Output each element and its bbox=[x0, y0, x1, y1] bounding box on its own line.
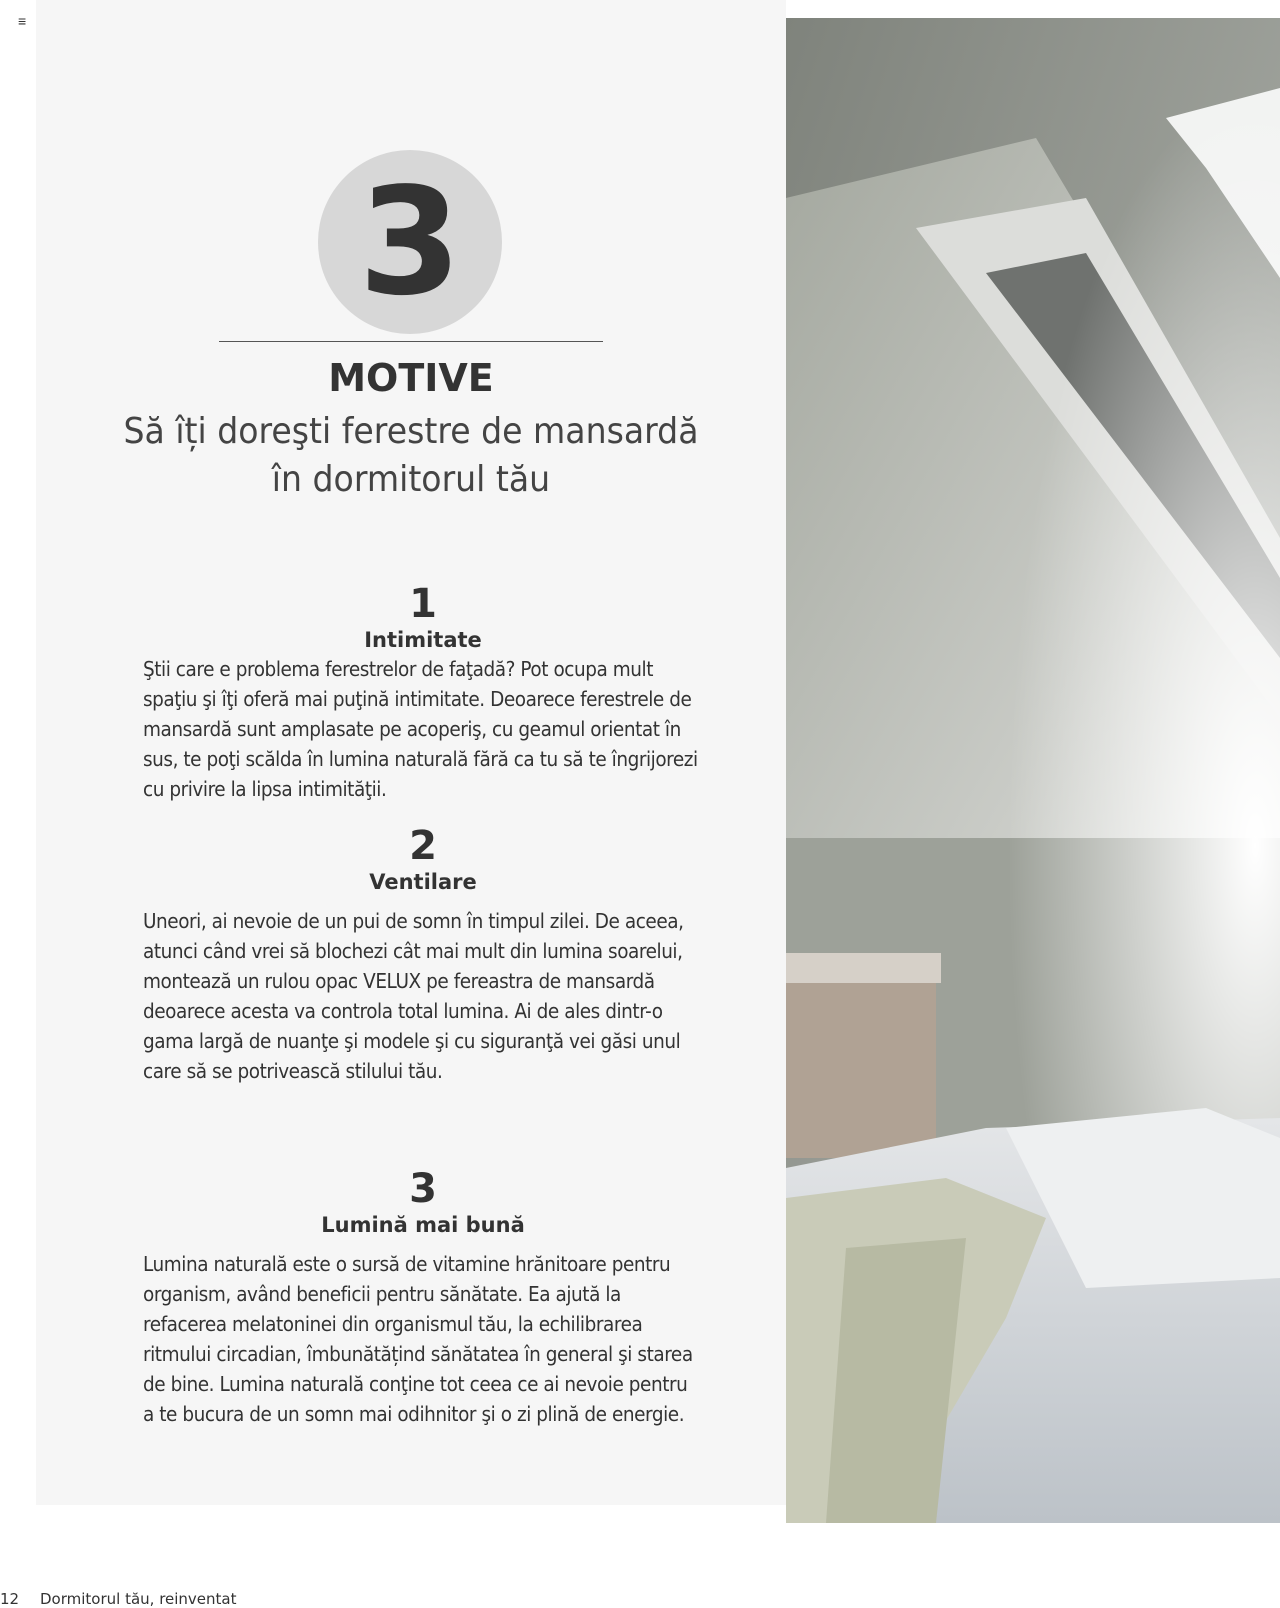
reason-title: Ventilare bbox=[369, 870, 477, 894]
hero-number-badge: 3 bbox=[318, 150, 502, 334]
text-panel bbox=[36, 0, 786, 1505]
reason-2 bbox=[143, 824, 703, 1086]
reason-3 bbox=[143, 1167, 703, 1429]
footer-title: Dormitorul tău, reinventat bbox=[40, 1590, 237, 1608]
subtitle-line-2: în dormitorul tău bbox=[271, 459, 551, 500]
divider bbox=[219, 341, 603, 342]
reason-title: Lumină mai bună bbox=[321, 1213, 525, 1237]
reason-number: 1 bbox=[409, 581, 437, 627]
reason-body: Uneori, ai nevoie de un pui de somn în timpul zilei. De aceea, atunci când vrei să blochezi cât mai mult din lumina soarelui, montează un rulou opac VELUX pe fereastra de mansardă deoarece acesta va controla total lumina. Ai de ales dintr-o gama largă de nuanţe şi modele şi cu siguranţă vei găsi unul care să se potrivească stilului tău. bbox=[143, 909, 684, 1083]
subtitle-line-1: Să îți doreşti ferestre de mansardă bbox=[123, 411, 699, 452]
reason-body: Lumina naturală este o sursă de vitamine hrănitoare pentru organism, având beneficii pentru sănătate. Ea ajută la refacerea melatoninei din organismul tău, la echilibrarea ritmului circadian, îmbunătățind sănătatea în general şi starea de bine. Lumina naturală conţine tot ceea ce ai nevoie pentru a te bucura de un somn mai odihnitor şi o zi plină de energie. bbox=[143, 1252, 693, 1426]
bedroom-photo bbox=[786, 18, 1280, 1523]
menu-icon[interactable]: ≡ bbox=[18, 13, 27, 29]
reason-1 bbox=[143, 582, 703, 804]
reason-number: 2 bbox=[409, 823, 437, 869]
page-subtitle bbox=[66, 408, 756, 504]
reason-number: 3 bbox=[409, 1166, 437, 1212]
reason-body: Ştii care e problema ferestrelor de faţadă? Pot ocupa mult spaţiu şi îţi oferă mai puţină intimitate. Deoarece ferestrele de mansardă sunt amplasate pe acoperiş, cu geamul orientat în sus, te poţi scălda în lumina naturală fără ca tu să te îngrijorezi cu privire la lipsa intimităţii. bbox=[143, 657, 698, 801]
page-headline: MOTIVE bbox=[328, 356, 494, 400]
page-number: 12 bbox=[0, 1590, 20, 1608]
reason-title: Intimitate bbox=[364, 628, 482, 652]
